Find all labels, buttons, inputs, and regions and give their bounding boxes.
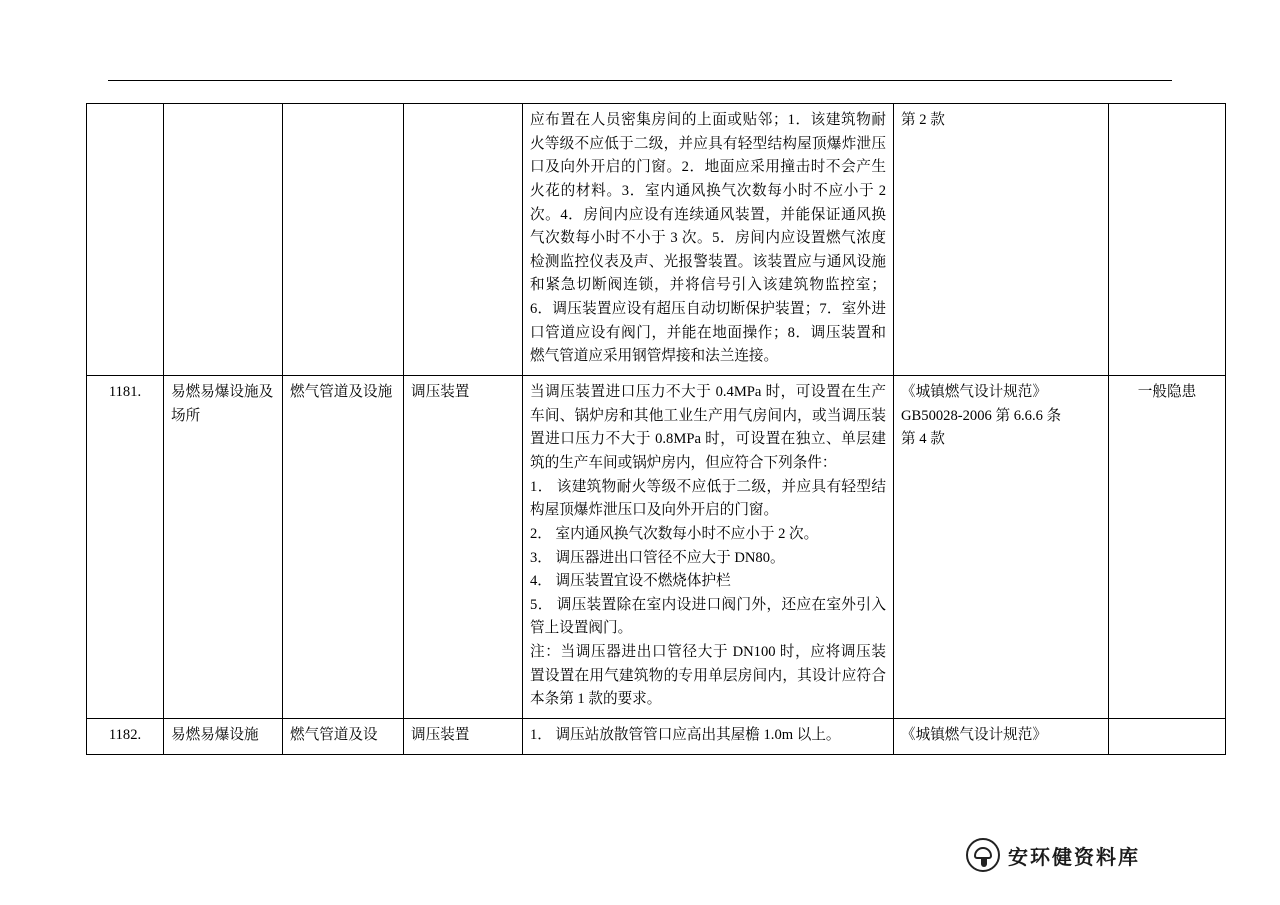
description-line: 3． 调压器进出口管径不应大于 DN80。 — [530, 549, 785, 566]
cell-category — [164, 104, 283, 376]
description-text: 1． 调压站放散管管口应高出其屋檐 1.0m 以上。 — [530, 727, 841, 744]
reference-line: 第 4 款 — [901, 431, 945, 448]
reference-line: GB50028-2006 第 6.6.6 条 — [901, 407, 1062, 424]
watermark-text: 安环健资料库 — [1008, 846, 1140, 869]
watermark — [966, 838, 1140, 872]
cell-category: 易燃易爆设施 — [164, 719, 283, 755]
description-line: 5． 调压装置除在室内设进口阀门外，还应在室外引入管上设置阀门。 — [530, 596, 886, 637]
cell-device: 调压装置 — [404, 719, 523, 755]
description-line: 注：当调压器进出口管径大于 DN100 时，应将调压装置设置在用气建筑物的专用单层房间内，其设计应符合本条第 1 款的要求。 — [530, 644, 886, 708]
header-rule — [108, 80, 1172, 81]
cell-description — [523, 104, 894, 376]
table-row — [87, 104, 1226, 376]
cell-reference — [894, 376, 1109, 719]
cell-number: 1182. — [87, 719, 164, 755]
cell-level — [1109, 719, 1226, 755]
cell-device: 调压装置 — [404, 376, 523, 719]
table-row — [87, 376, 1226, 719]
cell-level: 一般隐患 — [1109, 376, 1226, 719]
cell-subcategory: 燃气管道及设施 — [283, 376, 404, 719]
wechat-logo-icon — [966, 838, 1000, 872]
cell-number: 1181. — [87, 376, 164, 719]
cell-reference: 《城镇燃气设计规范》 — [894, 719, 1109, 755]
description-line: 2． 室内通风换气次数每小时不应小于 2 次。 — [530, 525, 819, 542]
cell-number — [87, 104, 164, 376]
table-row — [87, 719, 1226, 755]
cell-description — [523, 719, 894, 755]
reference-line: 《城镇燃气设计规范》 — [901, 384, 1047, 401]
cell-subcategory: 燃气管道及设 — [283, 719, 404, 755]
cell-device — [404, 104, 523, 376]
description-line: 4． 调压装置宜设不燃烧体护栏 — [530, 573, 731, 590]
description-line: 当调压装置进口压力不大于 0.4MPa 时，可设置在生产车间、锅炉房和其他工业生产用气房间内，或当调压装置进口压力不大于 0.8MPa 时，可设置在独立、单层建筑的生产车间或锅炉房内，但应符合下列条件： — [530, 384, 886, 471]
cell-level — [1109, 104, 1226, 376]
description-text: 应布置在人员密集房间的上面或贴邻；1．该建筑物耐火等级不应低于二级，并应具有轻型结构屋顶爆炸泄压口及向外开启的门窗。2．地面应采用撞击时不会产生火花的材料。3．室内通风换气次数每小时不应小于 2 次。4．房间内应设有连续通风装置，并能保证通风换气次数每小时不小于 3 次。5．房间内应设置燃气浓度检测监控仪表及声、光报警装置。该装置应与通风设施和紧急切断阀连锁，并将信号引入该建筑物监控室；6．调压装置应设有超压自动切断保护装置；7．室外进口管道应设有阀门，并能在地面操作；8．调压装置和燃气管道应采用钢管焊接和法兰连接。 — [530, 112, 886, 365]
cell-subcategory — [283, 104, 404, 376]
cell-description — [523, 376, 894, 719]
cell-category: 易燃易爆设施及场所 — [164, 376, 283, 719]
hazard-checklist-table — [86, 103, 1226, 755]
cell-reference: 第 2 款 — [894, 104, 1109, 376]
description-line: 1． 该建筑物耐火等级不应低于二级，并应具有轻型结构屋顶爆炸泄压口及向外开启的门窗。 — [530, 478, 886, 519]
